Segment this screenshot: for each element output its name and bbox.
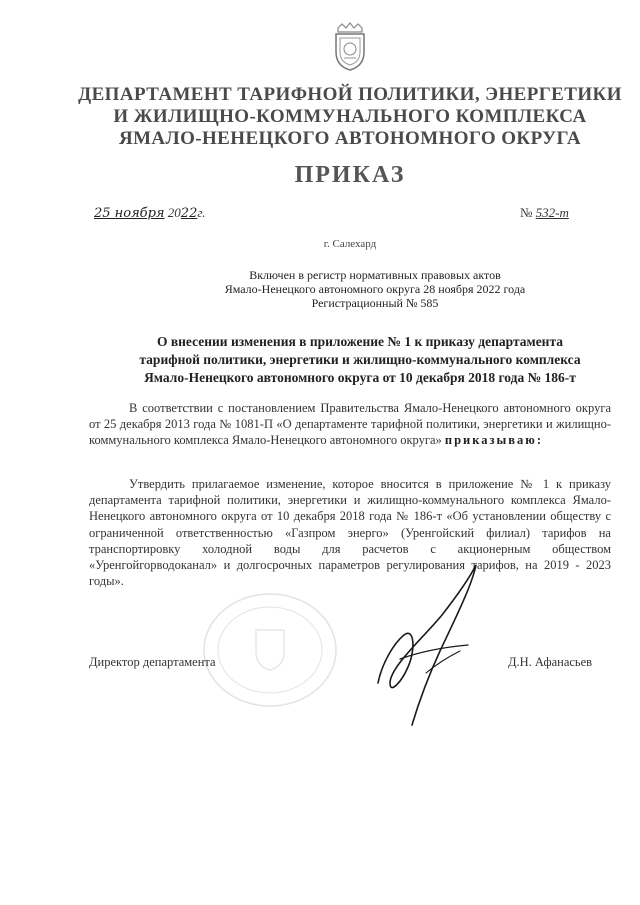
body-paragraph-1 xyxy=(89,400,611,449)
order-number-prefix: № xyxy=(520,205,536,220)
body-paragraph-2 xyxy=(89,476,611,589)
paragraph-2-text: Утвердить прилагаемое изменение, которое вносится в приложение № 1 к приказу департамента тарифной политики, энергетики и жилищно-коммунального комплекса Ямало-Ненецкого автономного округа от 10 декабря 2018 года № 186-т «Об установлении обществу с ограниченной ответственностью «Газпром энерго» (Уренгойский филиал) тарифов на транспортировку холодной воды для расчетов с акционерным обществом «Уренгойгорводоканал» и долгосрочных параметров регулирования тарифов, на 2019 - 2023 годы». xyxy=(89,477,611,589)
signer-role: Директор департамента xyxy=(89,655,216,669)
subject-line-3: Ямало-Ненецкого автономного округа от 10 декабря 2018 года № 186-т xyxy=(144,370,576,385)
order-number-value: 532-т xyxy=(535,205,569,220)
department-title xyxy=(60,84,640,150)
registry-line-2: Ямало-Ненецкого автономного округа 28 ноября 2022 года xyxy=(224,282,526,296)
subject-line-2: тарифной политики, энергетики и жилищно-коммунального комплекса xyxy=(139,352,581,367)
subject-line-1: О внесении изменения в приложение № 1 к приказу департамента xyxy=(156,334,564,349)
department-line-2: И ЖИЛИЩНО-КОММУНАЛЬНОГО КОМПЛЕКСА xyxy=(113,106,587,127)
order-date-year-suffix: г. xyxy=(197,205,206,220)
order-title: ПРИКАЗ xyxy=(294,162,406,188)
handwritten-signature-icon xyxy=(360,555,490,730)
paragraph-1-text: В соответствии с постановлением Правительства Ямало-Ненецкого автономного округа от 25 декабря 2013 года № 1081-П «О департаменте тарифной политики, энергетики и жилищно-коммунального комплекса Ямало-Ненецкого автономного округа» xyxy=(89,401,611,448)
order-date-year-prefix: 20 xyxy=(164,205,181,220)
department-line-3: ЯМАЛО-НЕНЕЦКОГО АВТОНОМНОГО ОКРУГА xyxy=(118,128,582,149)
city-name: г. Салехард xyxy=(323,238,377,250)
order-date-day-month: 25 ноября xyxy=(94,206,165,221)
paragraph-1-order-word: приказываю: xyxy=(444,433,544,448)
registry-line-1: Включен в регистр нормативных правовых актов xyxy=(249,268,501,282)
order-subject xyxy=(100,333,620,387)
signer-name: Д.Н. Афанасьев xyxy=(508,655,593,669)
coat-of-arms-icon xyxy=(328,22,372,72)
order-date-year: 22 xyxy=(180,206,198,221)
official-seal-icon xyxy=(200,590,340,710)
order-number xyxy=(520,205,569,221)
order-date xyxy=(94,205,206,221)
department-line-1: ДЕПАРТАМЕНТ ТАРИФНОЙ ПОЛИТИКИ, ЭНЕРГЕТИКИ xyxy=(78,84,622,105)
registry-note xyxy=(130,268,620,310)
registry-line-3: Регистрационный № 585 xyxy=(311,296,439,310)
